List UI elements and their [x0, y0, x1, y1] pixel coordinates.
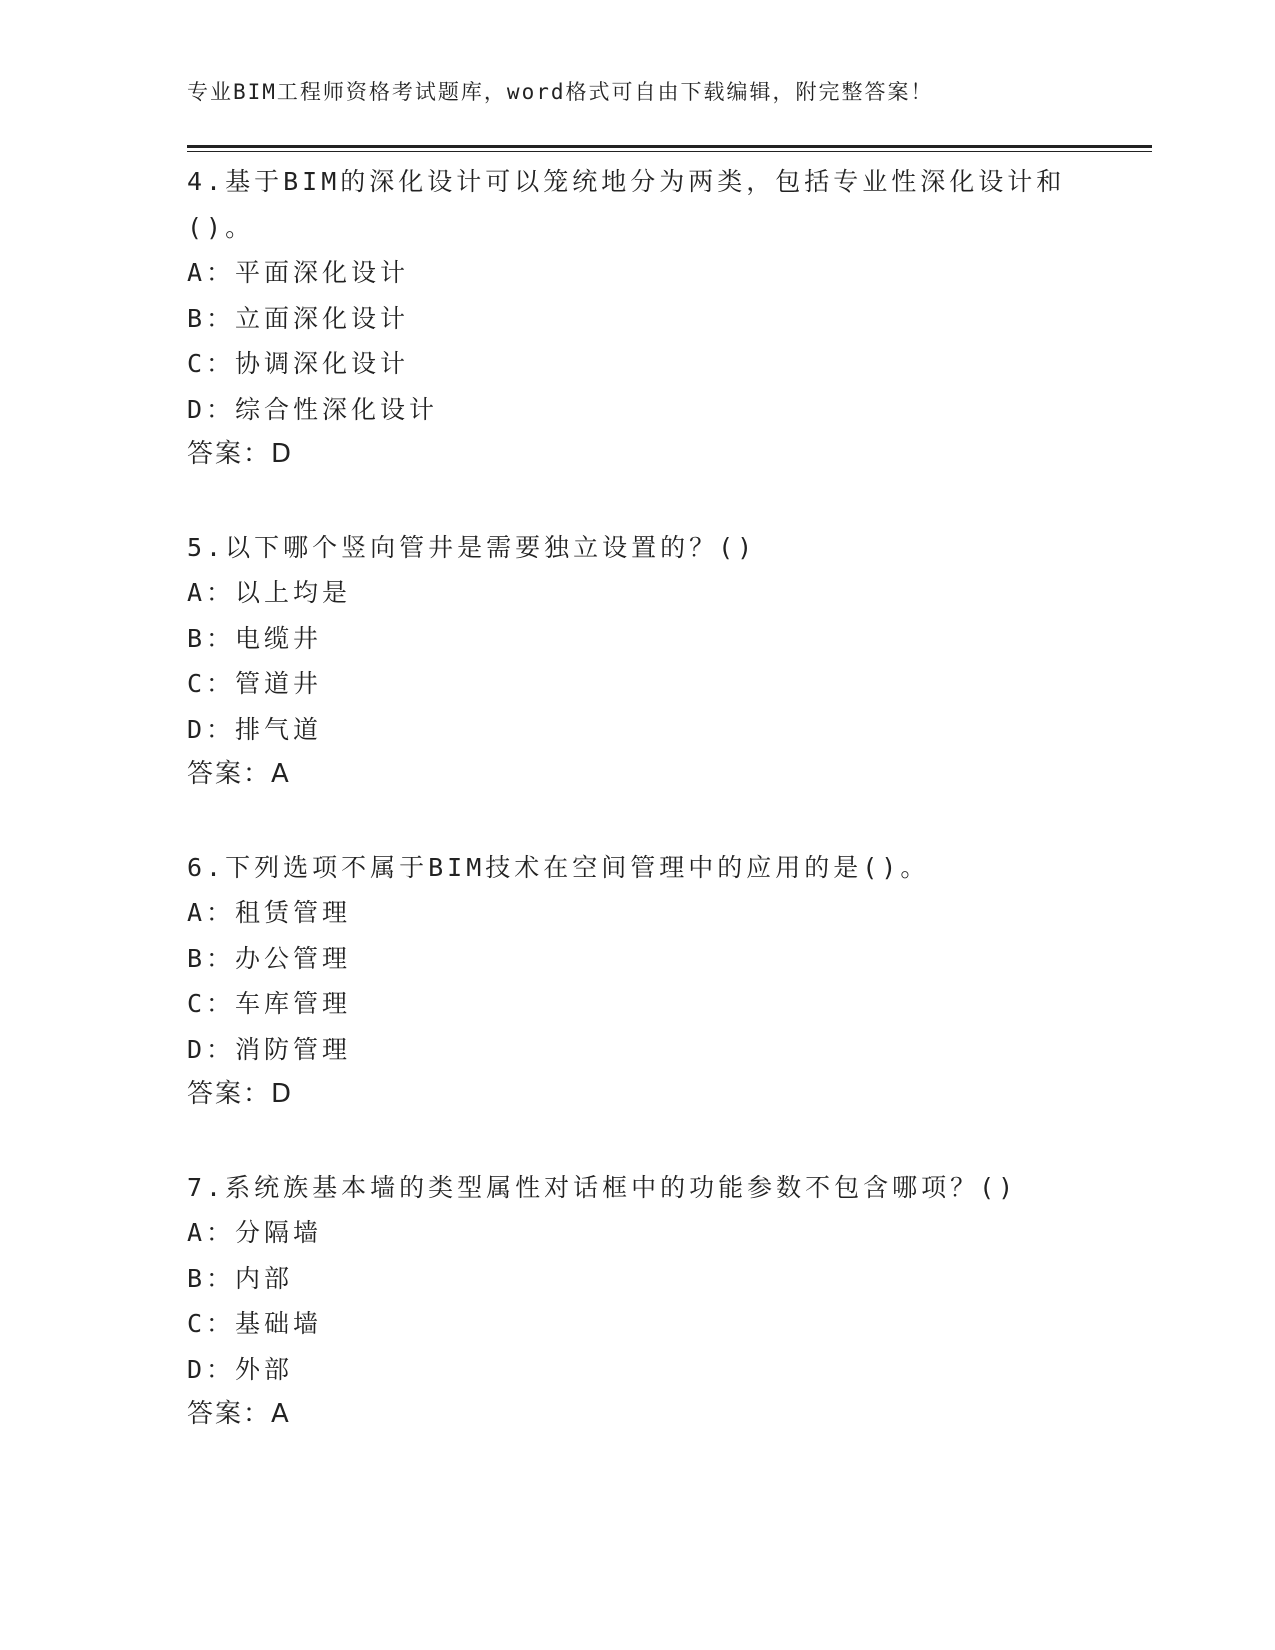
option-b: B：立面深化设计 — [187, 303, 410, 333]
option-a: A：分隔墙 — [187, 1218, 323, 1247]
question-gap — [187, 1118, 1127, 1165]
question-stem: 5.以下哪个竖向管井是需要独立设置的？() — [187, 532, 757, 562]
answer-line: 答案：D — [187, 1079, 294, 1109]
question-list — [187, 159, 1127, 1438]
question-4 — [187, 159, 1127, 478]
option-b: B：电缆井 — [187, 623, 323, 653]
option-c: C：车库管理 — [187, 989, 352, 1018]
header-rule-thin — [187, 151, 1152, 152]
option-a: A：以上均是 — [187, 578, 352, 607]
question-7 — [187, 1165, 1127, 1438]
option-c: C：基础墙 — [187, 1309, 323, 1338]
question-stem: 7.系统族基本墙的类型属性对话框中的功能参数不包含哪项？() — [187, 1172, 1018, 1202]
option-b: B：办公管理 — [187, 943, 352, 973]
header-rule-thick — [187, 145, 1152, 148]
question-gap — [187, 798, 1127, 845]
question-gap — [187, 478, 1127, 525]
option-d: D：外部 — [187, 1354, 294, 1384]
answer-line: 答案：A — [187, 1399, 291, 1429]
page-header: 专业BIM工程师资格考试题库，word格式可自由下载编辑，附完整答案！ — [187, 80, 934, 104]
answer-line: 答案：D — [187, 439, 294, 469]
option-d: D：排气道 — [187, 714, 323, 744]
option-b: B：内部 — [187, 1263, 294, 1293]
question-stem: 4.基于BIM的深化设计可以笼统地分为两类，包括专业性深化设计和 — [187, 167, 1066, 196]
option-d: D：消防管理 — [187, 1034, 352, 1064]
question-5 — [187, 525, 1127, 798]
option-d: D：综合性深化设计 — [187, 394, 439, 424]
option-c: C：协调深化设计 — [187, 349, 410, 378]
option-c: C：管道井 — [187, 669, 323, 698]
question-stem: ()。 — [187, 212, 255, 242]
answer-line: 答案：A — [187, 759, 291, 789]
option-a: A：平面深化设计 — [187, 258, 410, 287]
option-a: A：租赁管理 — [187, 898, 352, 927]
question-stem: 6.下列选项不属于BIM技术在空间管理中的应用的是()。 — [187, 852, 930, 882]
question-6 — [187, 845, 1127, 1118]
